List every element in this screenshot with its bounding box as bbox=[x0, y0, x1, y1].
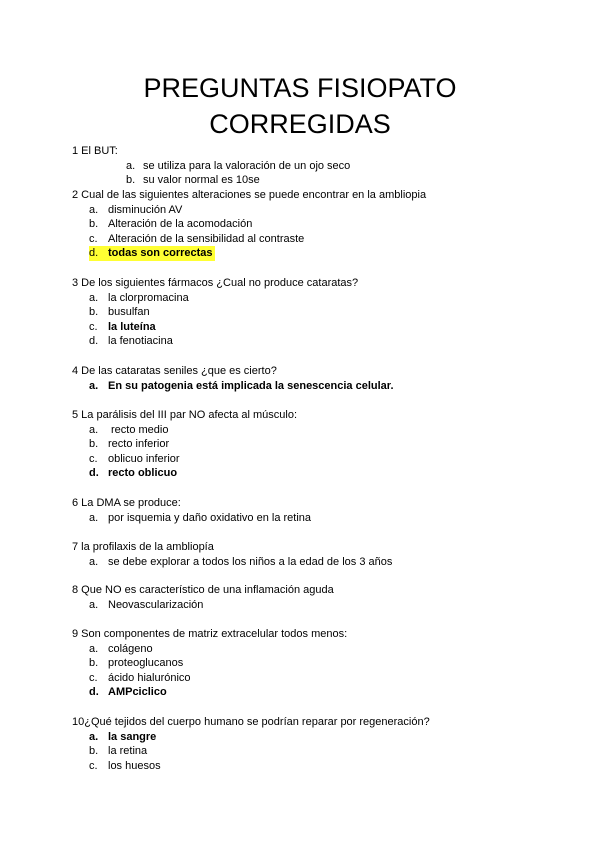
option-c bbox=[0, 671, 600, 686]
option-marker: a. bbox=[89, 291, 99, 304]
option-text: la clorpromacina bbox=[108, 291, 189, 304]
option-marker: c. bbox=[89, 320, 98, 333]
option-d bbox=[0, 334, 600, 349]
title-line-2: CORREGIDAS bbox=[209, 109, 391, 139]
option-c bbox=[0, 232, 600, 247]
option-text: la retina bbox=[108, 745, 148, 758]
option-b bbox=[0, 656, 600, 671]
option-marker: a. bbox=[89, 555, 99, 568]
option-c bbox=[0, 452, 600, 467]
option-c-correct bbox=[0, 320, 600, 335]
question-3 bbox=[0, 276, 600, 349]
question-10 bbox=[0, 715, 600, 773]
option-a-correct bbox=[0, 730, 600, 745]
option-marker: d. bbox=[89, 686, 99, 699]
option-marker: d. bbox=[89, 467, 99, 480]
question-text: 4 De las cataratas seniles ¿que es cierto? bbox=[72, 365, 277, 377]
option-marker: a. bbox=[89, 423, 99, 436]
option-marker: a. bbox=[89, 203, 99, 216]
option-text: se debe explorar a todos los niños a la edad de los 3 años bbox=[108, 555, 393, 568]
option-marker: c. bbox=[89, 232, 98, 245]
option-text: su valor normal es 10se bbox=[143, 174, 260, 187]
option-text: los huesos bbox=[108, 759, 161, 772]
option-marker: d. bbox=[89, 246, 108, 261]
question-text: 2 Cual de las siguientes alteraciones se puede encontrar en la ambliopia bbox=[72, 189, 427, 201]
question-text: 10¿Qué tejidos del cuerpo humano se podrían reparar por regeneración? bbox=[72, 716, 430, 728]
option-text: disminución AV bbox=[108, 203, 183, 216]
option-text-highlighted: todas son correctas bbox=[108, 247, 213, 260]
option-a-correct bbox=[0, 379, 600, 394]
option-marker: b. bbox=[89, 218, 99, 231]
option-a bbox=[0, 511, 600, 526]
option-text: En su patogenia está implicada la senescencia celular. bbox=[108, 379, 394, 392]
question-4 bbox=[0, 364, 600, 393]
option-marker: c. bbox=[89, 452, 98, 465]
option-a bbox=[0, 159, 600, 174]
option-text: recto oblicuo bbox=[108, 467, 178, 480]
option-marker: a. bbox=[89, 598, 99, 611]
option-marker: c. bbox=[89, 759, 98, 772]
option-text: recto inferior bbox=[108, 438, 170, 451]
question-text: 7 la profilaxis de la ambliopía bbox=[72, 541, 214, 553]
option-b bbox=[0, 437, 600, 452]
option-a bbox=[0, 555, 600, 570]
option-a bbox=[0, 642, 600, 657]
option-text: Alteración de la acomodación bbox=[108, 218, 253, 231]
option-b bbox=[0, 744, 600, 759]
option-marker: b. bbox=[89, 306, 99, 319]
option-text: busulfan bbox=[108, 306, 150, 319]
option-a bbox=[0, 203, 600, 218]
question-text: 1 El BUT: bbox=[72, 145, 118, 157]
question-2 bbox=[0, 188, 600, 261]
option-marker: b. bbox=[126, 174, 136, 187]
option-marker: a. bbox=[89, 730, 99, 743]
option-marker: a. bbox=[126, 159, 136, 172]
option-text: se utiliza para la valoración de un ojo seco bbox=[143, 159, 351, 172]
option-a bbox=[0, 423, 600, 438]
option-text: Neovascularización bbox=[108, 598, 204, 611]
title-line-1: PREGUNTAS FISIOPATO bbox=[143, 73, 457, 103]
question-text: 3 De los siguientes fármacos ¿Cual no produce cataratas? bbox=[72, 277, 359, 289]
option-text: proteoglucanos bbox=[108, 657, 184, 670]
question-8 bbox=[0, 583, 600, 612]
question-text: 6 La DMA se produce: bbox=[72, 497, 181, 509]
option-text: AMPciclico bbox=[108, 686, 167, 699]
question-5 bbox=[0, 408, 600, 481]
option-marker: b. bbox=[89, 657, 99, 670]
option-a bbox=[0, 291, 600, 306]
option-text: colágeno bbox=[108, 642, 153, 655]
question-7 bbox=[0, 540, 600, 569]
question-1 bbox=[0, 144, 600, 188]
question-text: 5 La parálisis del III par NO afecta al músculo: bbox=[72, 409, 297, 421]
option-marker: a. bbox=[89, 642, 99, 655]
option-text: por isquemia y daño oxidativo en la retina bbox=[108, 511, 312, 524]
option-d-correct bbox=[0, 246, 600, 261]
option-marker: b. bbox=[89, 438, 99, 451]
option-text: oblicuo inferior bbox=[108, 452, 180, 465]
option-d-correct bbox=[0, 466, 600, 481]
question-text: 9 Son componentes de matriz extracelular todos menos: bbox=[72, 628, 348, 640]
option-b bbox=[0, 305, 600, 320]
option-text: Alteración de la sensibilidad al contraste bbox=[108, 232, 305, 245]
option-text: la luteína bbox=[108, 320, 156, 333]
option-d-correct bbox=[0, 685, 600, 700]
page-title bbox=[0, 70, 600, 142]
option-marker: b. bbox=[89, 745, 99, 758]
question-9 bbox=[0, 627, 600, 700]
option-text: la sangre bbox=[108, 730, 157, 743]
option-marker: c. bbox=[89, 671, 98, 684]
option-c bbox=[0, 759, 600, 774]
option-text: recto medio bbox=[111, 423, 169, 436]
option-text: ácido hialurónico bbox=[108, 671, 191, 684]
option-marker: a. bbox=[89, 511, 99, 524]
option-marker: d. bbox=[89, 335, 99, 348]
option-marker: a. bbox=[89, 379, 99, 392]
question-text: 8 Que NO es característico de una inflamación aguda bbox=[72, 584, 334, 596]
option-b bbox=[0, 217, 600, 232]
question-6 bbox=[0, 496, 600, 525]
option-text: la fenotiacina bbox=[108, 335, 173, 348]
option-a bbox=[0, 598, 600, 613]
option-b bbox=[0, 173, 600, 188]
